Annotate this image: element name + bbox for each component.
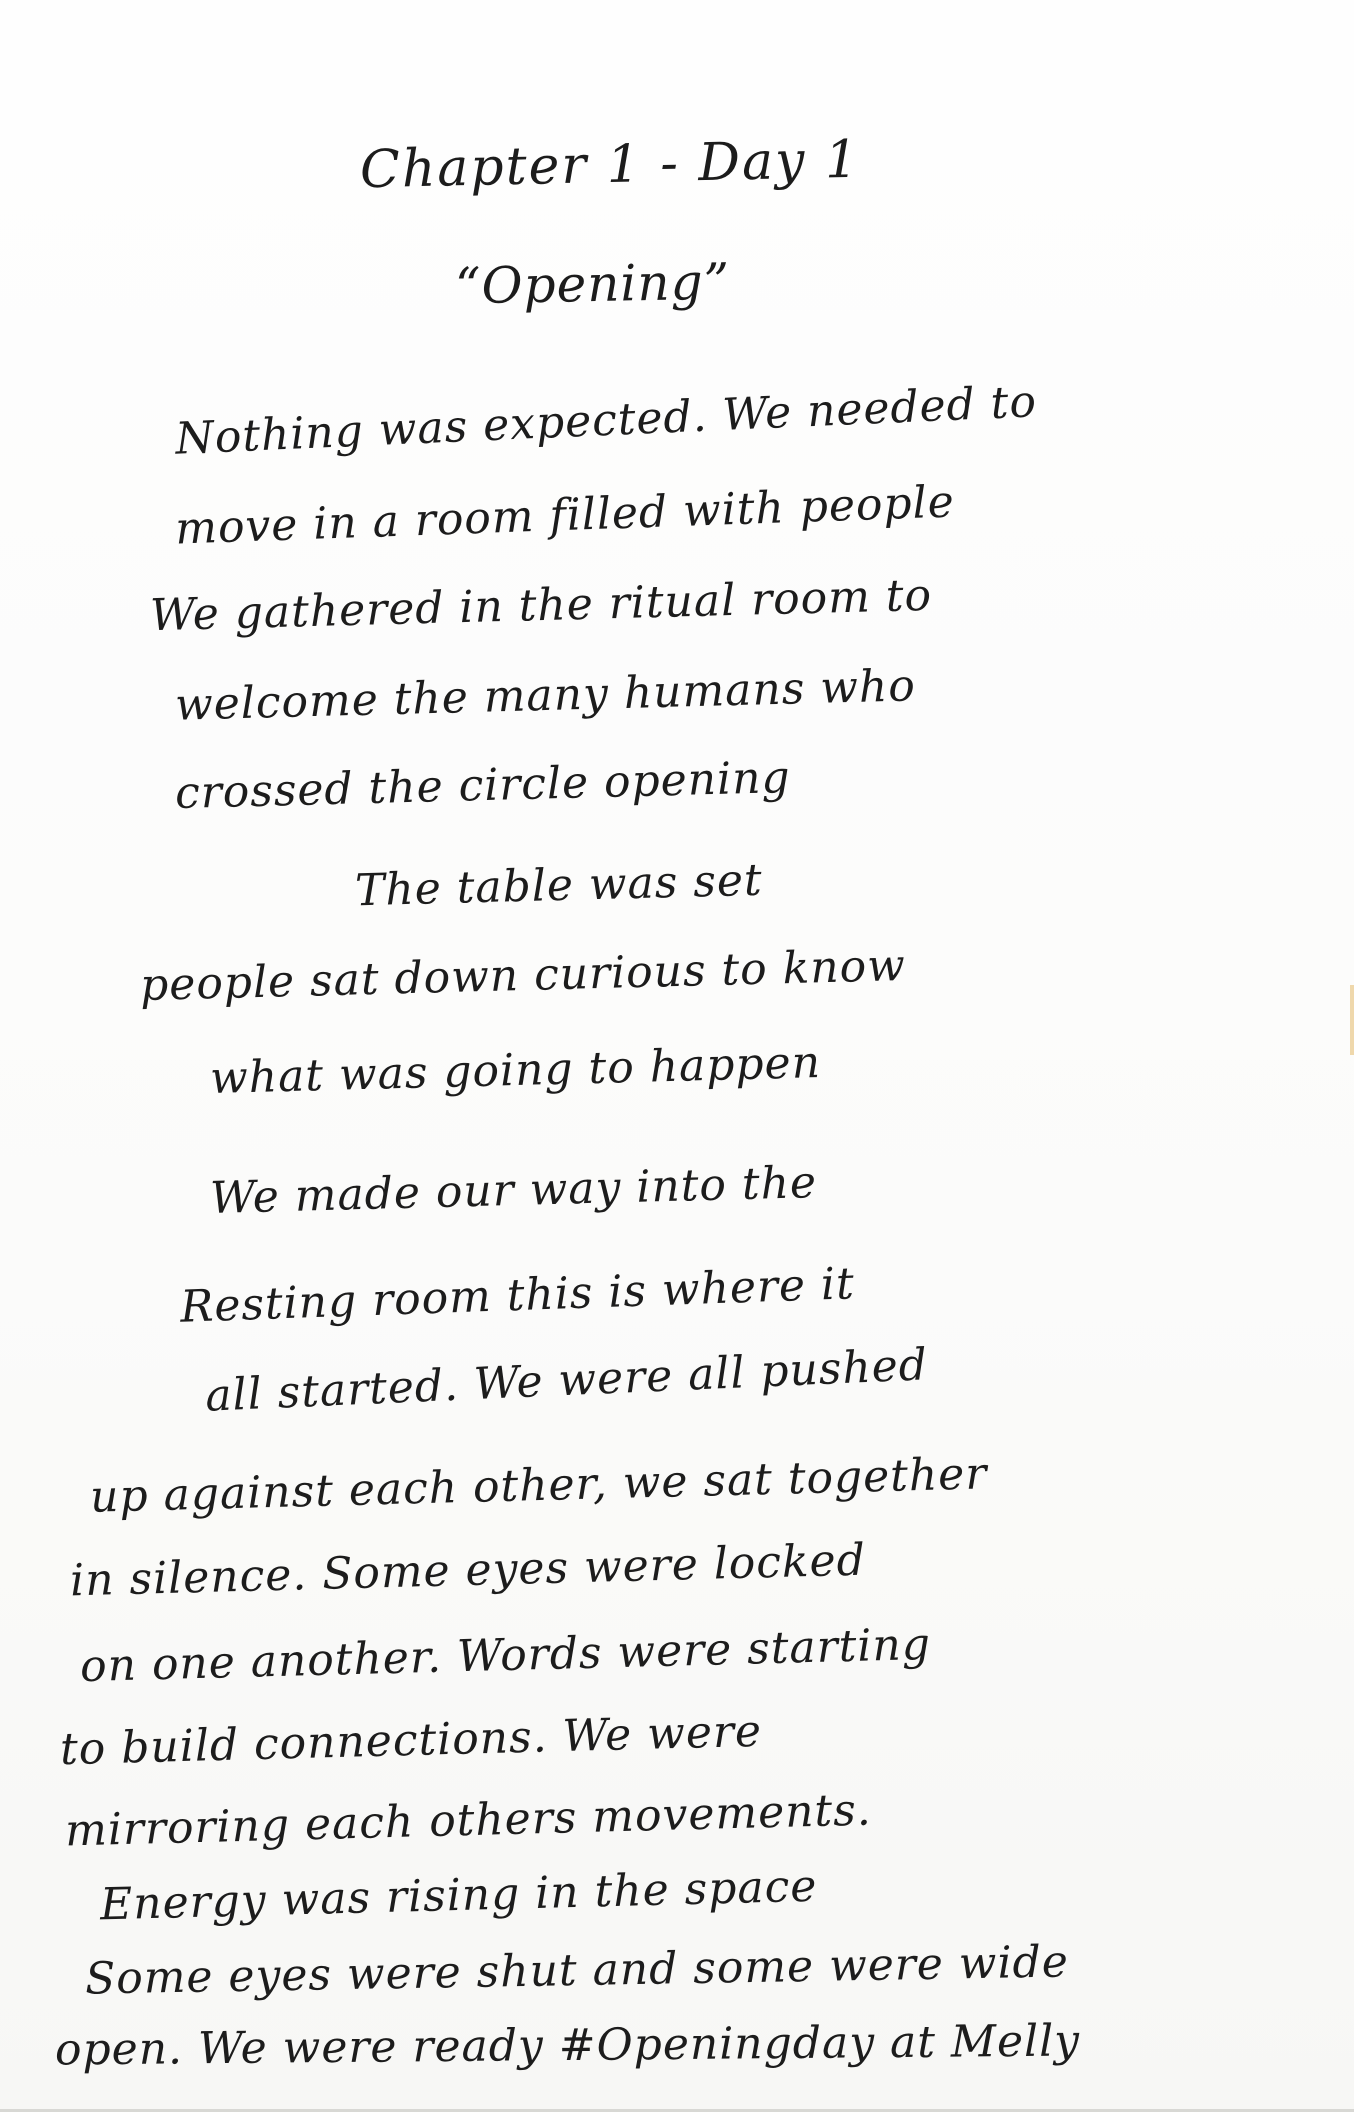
text-line: crossed the circle opening — [174, 751, 792, 820]
text-line: mirroring each others movements. — [64, 1784, 873, 1857]
text-line: We made our way into the — [209, 1157, 818, 1224]
text-line: people sat down curious to know — [139, 939, 907, 1012]
text-line: open. We were ready #Openingday at Melly — [54, 2015, 1081, 2076]
text-line: Energy was rising in the space — [99, 1860, 818, 1931]
text-line: up against each other, we sat together — [89, 1448, 988, 1523]
chapter-subtitle: “Opening” — [454, 252, 731, 316]
text-line: Nothing was expected. We needed to — [174, 376, 1038, 465]
text-line: We gathered in the ritual room to — [149, 569, 933, 642]
text-line: on one another. Words were starting — [79, 1618, 932, 1693]
text-line: move in a room filled with people — [174, 476, 956, 555]
page-edge-mark — [1350, 985, 1354, 1055]
text-line: The table was set — [354, 854, 764, 917]
chapter-heading: Chapter 1 - Day 1 — [359, 129, 861, 201]
text-line: in silence. Some eyes were locked — [69, 1534, 867, 1607]
text-line: welcome the many humans who — [174, 660, 917, 731]
text-line: to build connections. We were — [59, 1705, 763, 1776]
text-line: all started. We were all pushed — [204, 1339, 929, 1422]
text-line: what was going to happen — [209, 1037, 822, 1104]
text-line: Some eyes were shut and some were wide — [84, 1936, 1070, 2005]
text-line: Resting room this is where it — [179, 1258, 856, 1333]
